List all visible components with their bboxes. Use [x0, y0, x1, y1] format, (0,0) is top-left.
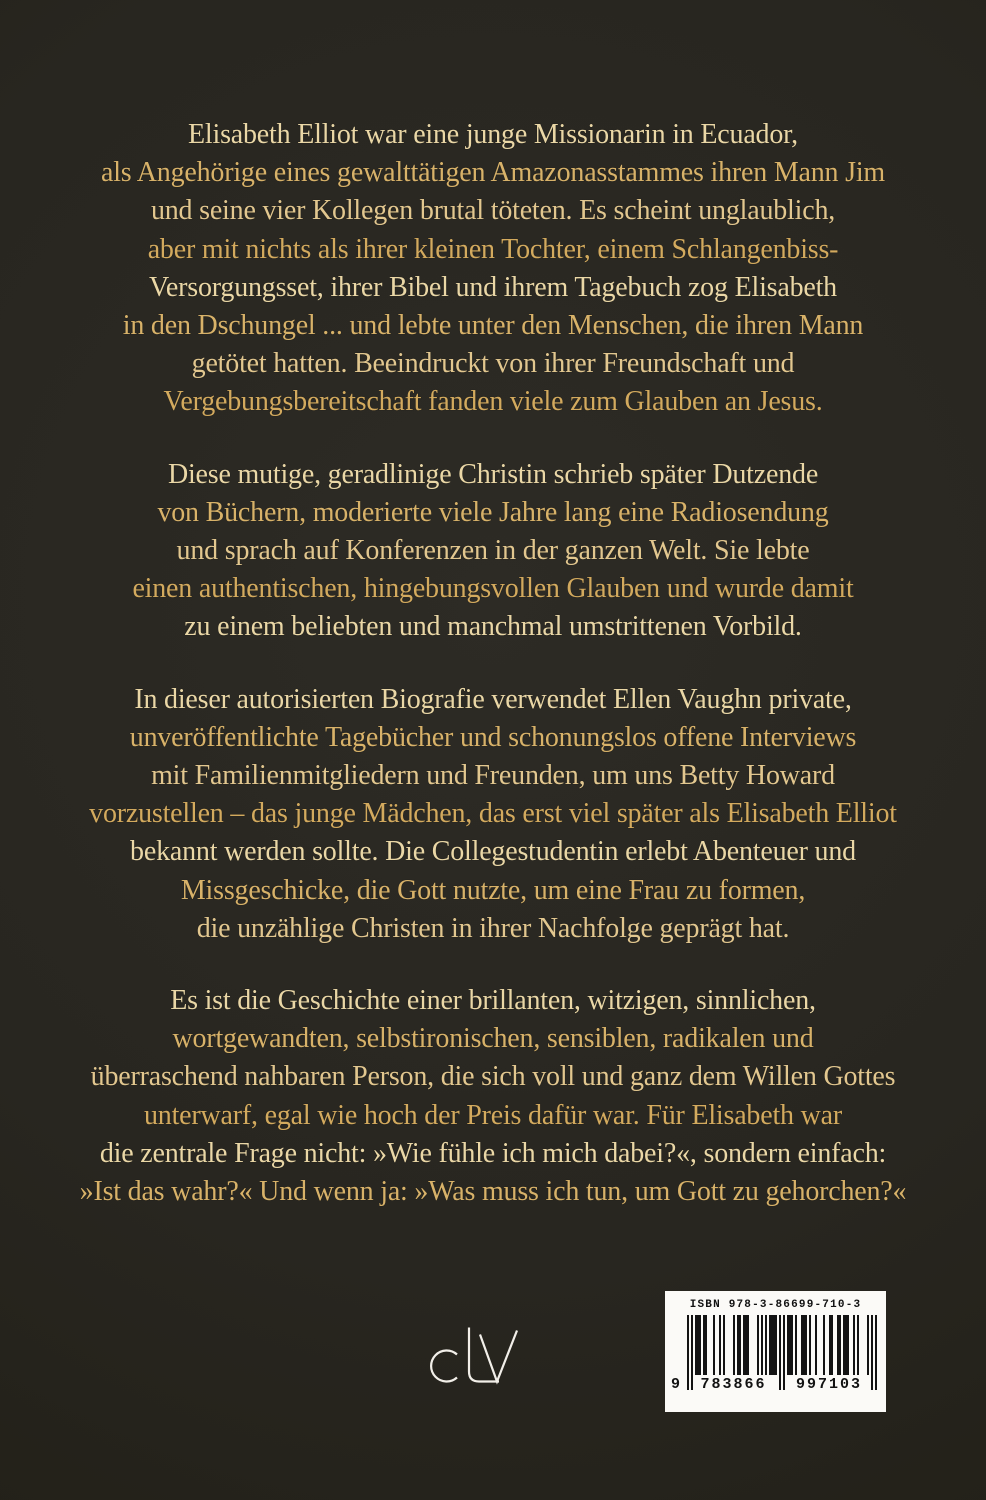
cover-text-line: aber mit nichts als ihrer kleinen Tochter, einem Schlangenbiss- [147, 233, 839, 265]
cover-text-line: Diese mutige, geradlinige Christin schrieb später Dutzende [167, 458, 819, 490]
cover-text-line: »Ist das wahr?« Und wenn ja: »Was muss ich tun, um Gott zu gehorchen?« [79, 1176, 907, 1208]
back-cover-text [0, 116, 986, 1245]
cover-text-line: von Büchern, moderierte viele Jahre lang eine Radiosendung [157, 496, 829, 528]
cover-text-line: mit Familienmitgliedern und Freunden, um uns Betty Howard [151, 760, 835, 792]
cover-text-line: in den Dschungel ... und lebte unter den Menschen, die ihren Mann [122, 310, 864, 342]
cover-text-line: als Angehörige eines gewalttätigen Amazonasstammes ihren Mann Jim [100, 157, 886, 189]
cover-text-line: bekannt werden sollte. Die Collegestudentin erlebt Abenteuer und [130, 836, 856, 868]
barcode-digits [671, 1375, 877, 1394]
logo-letter-v [480, 1331, 517, 1382]
barcode-bars [687, 1315, 877, 1375]
cover-text-line: überraschend nahbaren Person, die sich voll und ganz dem Willen Gottes [90, 1061, 896, 1093]
cover-text-line: In dieser autorisierten Biografie verwendet Ellen Vaughn private, [134, 683, 852, 715]
clv-publisher-logo [425, 1321, 525, 1387]
cover-text-line: die unzählige Christen in ihrer Nachfolge geprägt hat. [196, 912, 790, 944]
cover-text-line: wortgewandten, selbstironischen, sensiblen, radikalen und [172, 1023, 814, 1055]
cover-paragraph [0, 982, 986, 1211]
cover-text-line: getötet hatten. Beeindruckt von ihrer Freundschaft und [191, 348, 795, 380]
cover-text-line: Versorgungsset, ihrer Bibel und ihrem Tagebuch zog Elisabeth [149, 271, 837, 303]
cover-text-line: Elisabeth Elliot war eine junge Missionarin in Ecuador, [188, 119, 798, 150]
clv-logo-icon [425, 1321, 525, 1387]
barcode-digits-right: 997103 [795, 1376, 862, 1393]
isbn-barcode [665, 1291, 886, 1412]
cover-text-line: Vergebungsbereitschaft fanden viele zum Glauben an Jesus. [163, 386, 823, 418]
cover-text-line: zu einem beliebten und manchmal umstrittenen Vorbild. [184, 611, 802, 643]
cover-paragraph [0, 456, 986, 647]
cover-text-line: und sprach auf Konferenzen in der ganzen Welt. Sie lebte [176, 535, 810, 567]
cover-paragraph [0, 116, 986, 422]
cover-text-line: unterwarf, egal wie hoch der Preis dafür war. Für Elisabeth war [143, 1099, 843, 1131]
isbn-label: ISBN 978-3-86699-710-3 [689, 1299, 862, 1311]
cover-text-line: unveröffentlichte Tagebücher und schonungslos offene Interviews [129, 721, 857, 753]
barcode-digit-first: 9 [671, 1376, 681, 1393]
cover-paragraph [0, 681, 986, 948]
cover-text-line: und seine vier Kollegen brutal töteten. Es scheint unglaublich, [150, 195, 836, 227]
cover-text-line: einen authentischen, hingebungsvollen Glauben und wurde damit [132, 573, 854, 605]
cover-text-line: die zentrale Frage nicht: »Wie fühle ich mich dabei?«, sondern einfach: [99, 1137, 887, 1169]
logo-letter-c [431, 1351, 457, 1382]
cover-text-line: Missgeschicke, die Gott nutzte, um eine Frau zu formen, [180, 874, 806, 906]
cover-text-line: Es ist die Geschichte einer brillanten, witzigen, sinnlichen, [170, 985, 816, 1017]
barcode-digits-left: 783866 [700, 1376, 767, 1393]
cover-text-line: vorzustellen – das junge Mädchen, das erst viel später als Elisabeth Elliot [89, 798, 897, 830]
